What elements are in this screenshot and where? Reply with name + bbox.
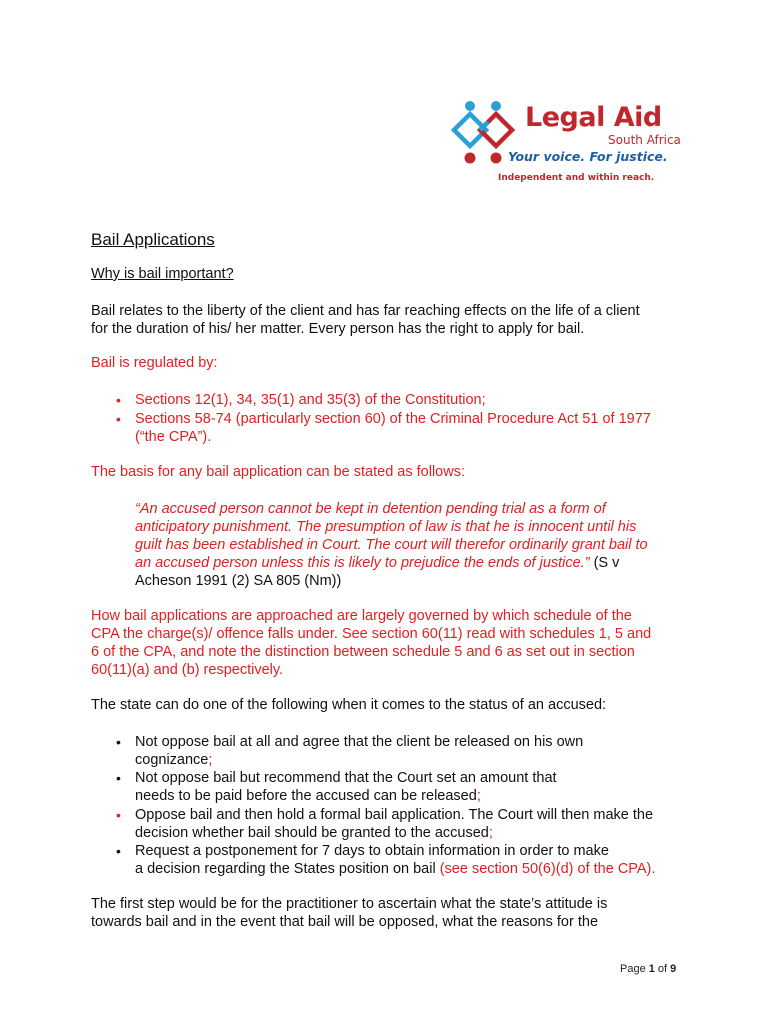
- bullet: •: [116, 392, 121, 408]
- document-title: Bail Applications: [91, 230, 215, 249]
- logo-country: South Africa: [608, 133, 681, 147]
- regulated-item-continued: (“the CPA”).: [135, 429, 212, 445]
- total-pages: 9: [670, 963, 677, 975]
- state-item: Not oppose bail but recommend that the Court set an amount that: [135, 770, 557, 786]
- state-item-punct: ;: [208, 752, 213, 768]
- state-item-reference: (see section 50(6)(d) of the CPA).: [439, 861, 656, 877]
- quote-line: guilt has been established in Court. The court will therefor ordinarily grant bail to: [135, 537, 648, 553]
- bullet: •: [116, 770, 121, 786]
- state-item-text: a decision regarding the States position on bail: [135, 861, 440, 877]
- state-item-punct: ;: [488, 825, 493, 841]
- schedule-line: How bail applications are approached are largely governed by which schedule of the: [91, 608, 632, 624]
- state-item-continued: [135, 824, 493, 842]
- state-paragraph: The state can do one of the following when it comes to the status of an accused:: [91, 697, 607, 713]
- paragraph-line: for the duration of his/ her matter. Every person has the right to apply for bail.: [91, 321, 585, 337]
- legal-aid-logo: [448, 100, 688, 190]
- quote-citation: (S v: [589, 555, 620, 571]
- quote-line: “An accused person cannot be kept in detention pending trial as a form of: [135, 501, 606, 517]
- quote-citation-continued: Acheson 1991 (2) SA 805 (Nm)): [135, 573, 342, 589]
- state-item-punct: ;: [476, 788, 481, 804]
- paragraph-line: The first step would be for the practitioner to ascertain what the state’s attitude is: [91, 896, 608, 912]
- quote-line-with-citation: [135, 554, 619, 572]
- state-item-text: needs to be paid before the accused can be released: [135, 788, 477, 804]
- state-item-text: decision whether bail should be granted to the accused: [135, 825, 489, 841]
- logo-tagline: Your voice. For justice.: [508, 149, 668, 164]
- state-item: Oppose bail and then hold a formal bail application. The Court will then make the: [135, 807, 654, 823]
- quote-line: anticipatory punishment. The presumption of law is that he is innocent until his: [135, 519, 637, 535]
- schedule-line: 6 of the CPA, and note the distinction between schedule 5 and 6 as set out in section: [91, 644, 635, 660]
- quote-line: an accused person unless this is likely to prejudice the ends of justice.”: [135, 555, 590, 571]
- state-item: Not oppose bail at all and agree that the client be released on his own: [135, 734, 584, 750]
- schedule-line: 60(11)(a) and (b) respectively.: [91, 662, 284, 678]
- regulated-item: Sections 58-74 (particularly section 60) of the Criminal Procedure Act 51 of 1977: [135, 411, 651, 427]
- schedule-line: CPA the charge(s)/ offence falls under. See section 60(11) read with schedules 1, 5 and: [91, 626, 652, 642]
- state-item-continued: [135, 860, 655, 878]
- page-of: of: [654, 963, 671, 975]
- current-page: 1: [648, 963, 655, 975]
- bullet: •: [116, 843, 121, 859]
- paragraph-line: Bail relates to the liberty of the client and has far reaching effects on the life of a client: [91, 303, 640, 319]
- logo-tagline-secondary: Independent and within reach.: [498, 173, 655, 183]
- bullet: •: [116, 807, 121, 823]
- regulated-item: Sections 12(1), 34, 35(1) and 35(3) of the Constitution;: [135, 392, 486, 408]
- state-item: Request a postponement for 7 days to obtain information in order to make: [135, 843, 609, 859]
- bullet: •: [116, 411, 121, 427]
- page-prefix: Page: [620, 963, 649, 975]
- state-item-text: cognizance: [135, 752, 209, 768]
- regulated-heading: Bail is regulated by:: [91, 355, 218, 371]
- basis-heading: The basis for any bail application can be stated as follows:: [91, 464, 465, 480]
- state-item-continued: [135, 787, 481, 805]
- section-heading: Why is bail important?: [91, 266, 234, 282]
- logo-name: Legal Aid: [525, 102, 662, 133]
- bullet: •: [116, 734, 121, 750]
- page-number: [620, 963, 676, 975]
- paragraph-line: towards bail and in the event that bail will be opposed, what the reasons for the: [91, 914, 599, 930]
- state-item-continued: [135, 751, 212, 769]
